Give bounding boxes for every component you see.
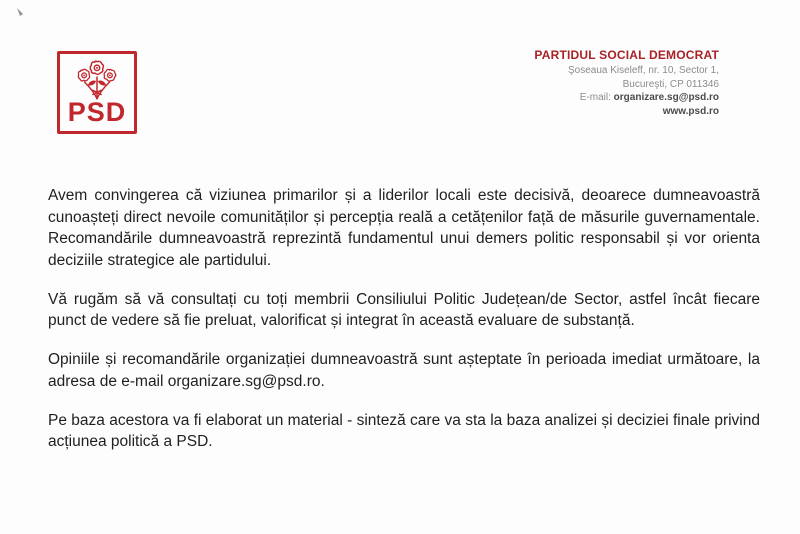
paragraph-4: Pe baza acestora va fi elaborat un material - sinteză care va sta la baza analizei și deciziei finale privind acțiunea politică a PSD. xyxy=(48,411,760,450)
email-value: organizare.sg@psd.ro xyxy=(613,92,719,103)
paragraph-3: Opiniile și recomandările organizației dumneavoastră sunt așteptate în perioada imediat următoare, la adresa de e-mail organizare.sg@psd.ro. xyxy=(48,351,760,390)
website: www.psd.ro xyxy=(662,105,719,117)
letter-body xyxy=(48,185,760,453)
psd-logo-text: PSD xyxy=(67,97,127,127)
paragraph-1: Avem convingerea că viziunea primarilor și a liderilor locali este decisivă, deoarece dumneavoastră cunoașteți direct nevoile comunităților și percepția reală a cetățenilor față de măsurile guvernamentale. Recomandările dumneavoastră reprezintă fundamentul unui demers politic responsabil și vor orienta deciziile strategice ale partidului. xyxy=(48,187,760,269)
letterhead xyxy=(534,48,719,118)
psd-logo xyxy=(57,51,137,134)
address-line-2: Bucureşti, CP 011346 xyxy=(622,78,719,90)
email-line xyxy=(534,91,719,105)
address-line-1: Şoseaua Kiseleff, nr. 10, Sector 1, xyxy=(567,65,719,76)
scan-artifact-mark xyxy=(16,4,24,22)
paragraph-2: Vă rugăm să vă consultați cu toți membrii Consiliului Politic Județean/de Sector, astfel încât fiecare punct de vedere să fie preluat, valorificat și integrat în această evaluare de substanță. xyxy=(48,290,760,329)
scan-artifact-icon xyxy=(16,8,24,17)
org-name: PARTIDUL SOCIAL DEMOCRAT xyxy=(534,48,719,62)
email-label: E-mail: xyxy=(579,92,614,103)
psd-roses-icon xyxy=(72,57,122,102)
